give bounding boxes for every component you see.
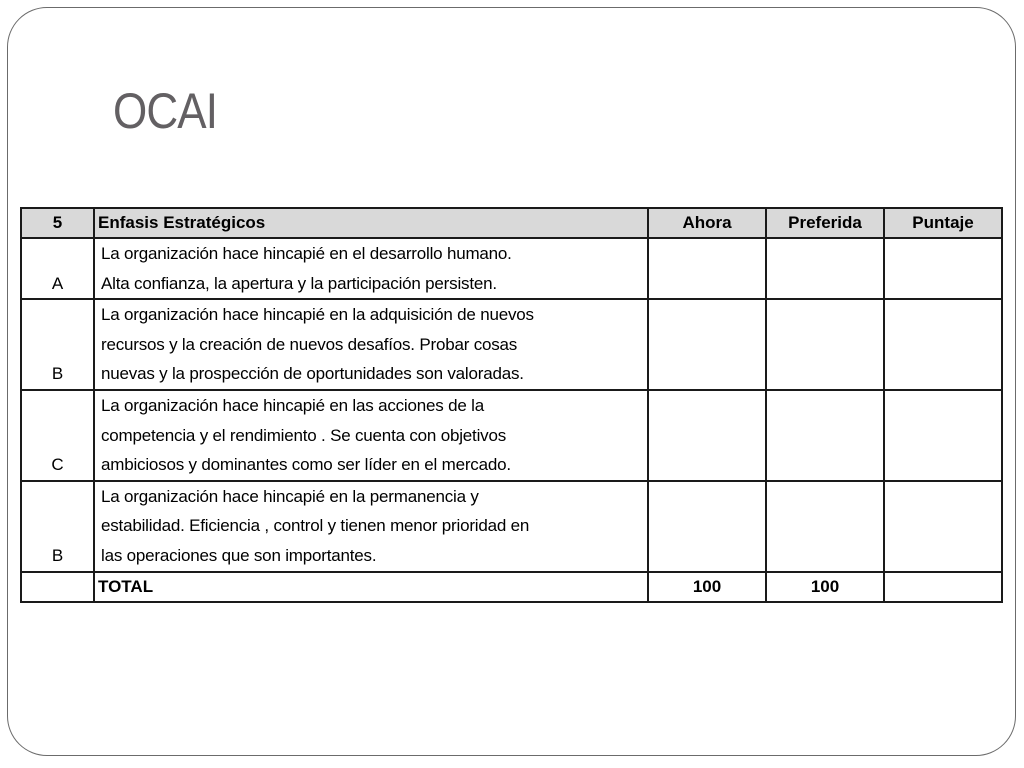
header-number: 5 <box>21 208 94 238</box>
header-preferred: Preferida <box>766 208 884 238</box>
cell-preferred[interactable] <box>766 238 884 299</box>
header-now: Ahora <box>648 208 766 238</box>
table-row <box>21 238 1002 299</box>
description-line: recursos y la creación de nuevos desafíos. Probar cosas <box>101 334 518 354</box>
cell-preferred[interactable] <box>766 299 884 390</box>
table-header-row <box>21 208 1002 238</box>
total-preferred: 100 <box>766 572 884 602</box>
row-letter: B <box>21 299 94 390</box>
row-letter: B <box>21 481 94 572</box>
total-now: 100 <box>648 572 766 602</box>
description-line: las operaciones que son importantes. <box>101 545 377 565</box>
table-row <box>21 481 1002 572</box>
total-row <box>21 572 1002 602</box>
row-description <box>94 299 648 390</box>
cell-score[interactable] <box>884 238 1002 299</box>
description-line: estabilidad. Eficiencia , control y tienen menor prioridad en <box>101 516 530 536</box>
total-score[interactable] <box>884 572 1002 602</box>
description-line: La organización hace hincapié en la adquisición de nuevos <box>101 305 534 325</box>
cell-now[interactable] <box>648 390 766 481</box>
slide-title: OCAI <box>113 83 218 139</box>
cell-preferred[interactable] <box>766 390 884 481</box>
description-line: La organización hace hincapié en la permanencia y <box>101 486 479 506</box>
total-number-cell <box>21 572 94 602</box>
row-description <box>94 390 648 481</box>
header-description: Enfasis Estratégicos <box>94 208 648 238</box>
cell-preferred[interactable] <box>766 481 884 572</box>
row-letter: A <box>21 238 94 299</box>
row-description <box>94 481 648 572</box>
cell-score[interactable] <box>884 390 1002 481</box>
description-line: La organización hace hincapié en las acciones de la <box>101 395 484 415</box>
description-line: competencia y el rendimiento . Se cuenta con objetivos <box>101 425 506 445</box>
ocai-table <box>20 207 1003 603</box>
description-line: La organización hace hincapié en el desarrollo humano. <box>101 244 512 263</box>
header-score: Puntaje <box>884 208 1002 238</box>
cell-score[interactable] <box>884 481 1002 572</box>
description-line: nuevas y la prospección de oportunidades son valoradas. <box>101 364 524 384</box>
cell-now[interactable] <box>648 238 766 299</box>
description-line: ambiciosos y dominantes como ser líder en el mercado. <box>101 455 511 475</box>
total-label: TOTAL <box>94 572 648 602</box>
description-line: Alta confianza, la apertura y la participación persisten. <box>101 273 497 293</box>
row-letter: C <box>21 390 94 481</box>
cell-now[interactable] <box>648 481 766 572</box>
table-row <box>21 390 1002 481</box>
table-row <box>21 299 1002 390</box>
cell-score[interactable] <box>884 299 1002 390</box>
cell-now[interactable] <box>648 299 766 390</box>
row-description <box>94 238 648 299</box>
